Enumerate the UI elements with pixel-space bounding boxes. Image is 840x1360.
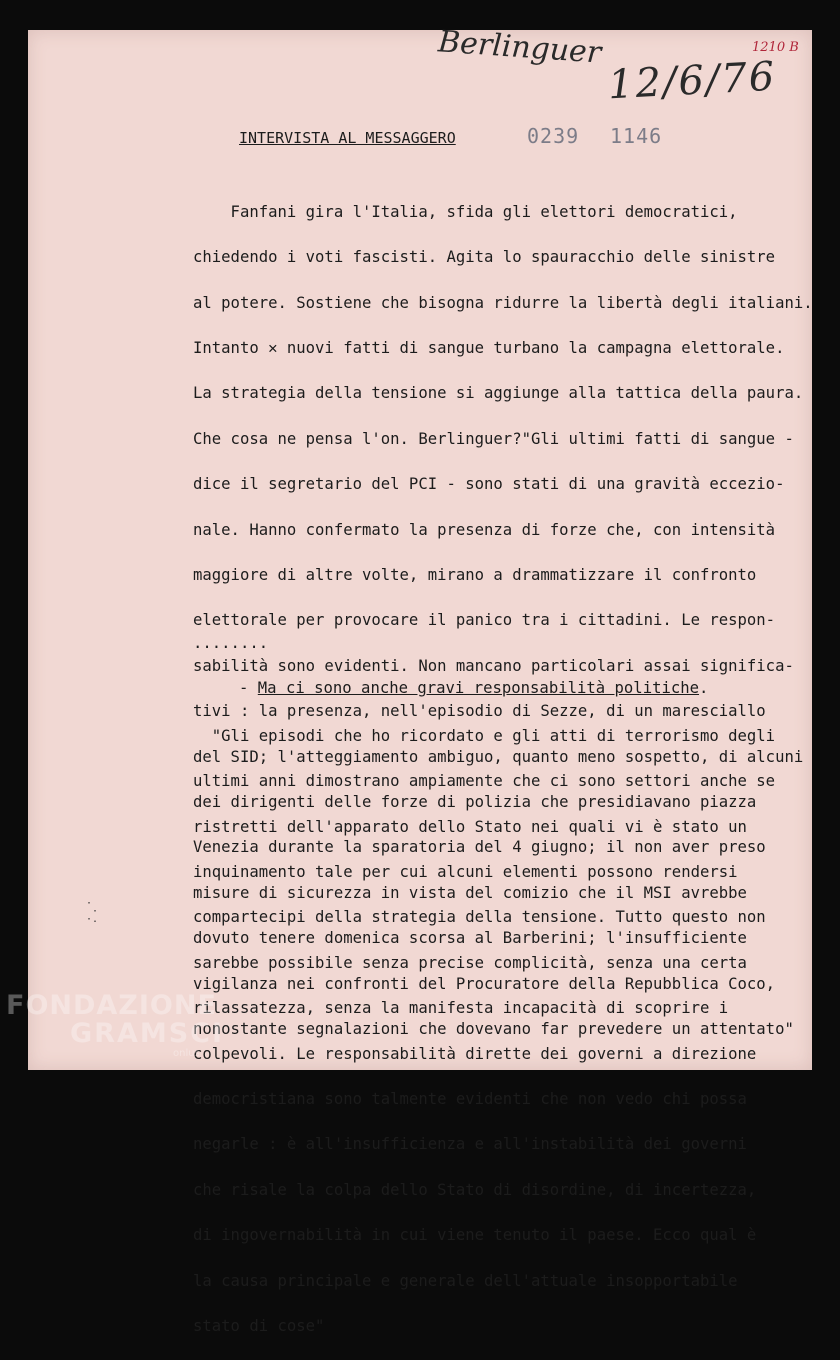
ellipsis: ........ — [193, 634, 269, 652]
text-line: misure di sicurezza in vista del comizio che il MSI avrebbe — [193, 883, 747, 902]
text-line: nale. Hanno confermato la presenza di forze che, con intensità — [193, 520, 776, 539]
archive-stamp-number: 0239 — [527, 124, 580, 148]
text-line: dovuto tenere domenica scorsa al Barberini; l'insufficiente — [193, 929, 747, 948]
text-line: vigilanza nei confronti del Procuratore della Repubblica Coco, — [193, 974, 776, 993]
text-line: Che cosa ne pensa l'on. Berlinguer?"Gli ultimi fatti di sangue - — [193, 429, 794, 448]
paragraph-2 — [193, 702, 813, 1360]
text-line: dei dirigenti delle forze di polizia che presidiavano piazza — [193, 792, 757, 811]
text-line: democristiana sono talmente evidenti che non vedo chi possa — [193, 1089, 747, 1108]
question-period: . — [699, 679, 709, 697]
text-line: colpevoli. Le responsabilità dirette dei governi a direzione — [193, 1044, 757, 1063]
text-line: rilassatezza, senza la manifesta incapacità di scoprire i — [193, 999, 729, 1018]
watermark-line: onlus — [173, 1048, 200, 1059]
text-line: di ingovernabilità in cui viene tenuto il paese. Ecco qual è — [193, 1226, 757, 1245]
text-line: negarle : è all'insufficienza e all'instabilità dei governi — [193, 1135, 747, 1154]
text-line: Fanfani gira l'Italia, sfida gli elettori democratici, — [193, 202, 738, 221]
text-line: Venezia durante la sparatoria del 4 giugno; il non aver preso — [193, 838, 766, 857]
text-line: tivi : la presenza, nell'episodio di Sezze, di un maresciallo — [193, 702, 766, 721]
text-line: Intanto ✕ nuovi fatti di sangue turbano la campagna elettorale. — [193, 338, 785, 357]
text-line: del SID; l'atteggiamento ambiguo, quanto meno sospetto, di alcuni — [193, 747, 804, 766]
archive-stamp-number: 1146 — [610, 124, 663, 148]
text-line: chiedendo i voti fascisti. Agita lo spauracchio delle sinistre — [193, 248, 776, 267]
text-line: che risale la colpa dello Stato di disordine, di incertezza, — [193, 1180, 757, 1199]
text-line: la causa principale e generale dell'attuale insopportabile — [193, 1271, 738, 1290]
handwritten-date: 12/6/76 — [606, 53, 778, 109]
document-title: INTERVISTA AL MESSAGGERO — [239, 129, 456, 147]
text-line: ultimi anni dimostrano ampiamente che ci sono settori anche se — [193, 772, 776, 791]
handwritten-name: Berlinguer — [436, 24, 603, 71]
interview-question — [239, 679, 708, 697]
text-line: La strategia della tensione si aggiunge alla tattica della paura. — [193, 384, 804, 403]
text-line: maggiore di altre volte, mirano a drammatizzare il confronto — [193, 565, 757, 584]
text-line: inquinamento tale per cui alcuni elementi possono rendersi — [193, 862, 738, 881]
text-line: compartecipi della strategia della tensione. Tutto questo non — [193, 908, 766, 927]
text-line: sarebbe possibile senza precise complicità, senza una certa — [193, 953, 747, 972]
question-dash: - — [239, 679, 258, 697]
margin-marks: · · ·. — [86, 898, 99, 925]
text-line: al potere. Sostiene che bisogna ridurre la libertà degli italiani. — [193, 293, 813, 312]
watermark-logo — [6, 990, 225, 1059]
text-line: "Gli episodi che ho ricordato e gli atti di terrorismo degli — [193, 726, 776, 745]
watermark-line: FONDAZIONE — [6, 990, 217, 1021]
text-line: elettorale per provocare il panico tra i cittadini. Le respon- — [193, 611, 776, 630]
text-line: nonostante segnalazioni che dovevano far prevedere un attentato" — [193, 1020, 794, 1039]
text-line: stato di cose" — [193, 1316, 325, 1335]
question-text: Ma ci sono anche gravi responsabilità politiche — [257, 679, 700, 697]
watermark-line: GRAMSCI — [70, 1018, 225, 1049]
text-line: dice il segretario del PCI - sono stati di una gravità eccezio- — [193, 475, 785, 494]
text-line: ristretti dell'apparato dello Stato nei quali vi è stato un — [193, 817, 747, 836]
text-line: sabilità sono evidenti. Non mancano particolari assai significa- — [193, 656, 794, 675]
handwritten-reference: 1210 B — [752, 40, 799, 55]
